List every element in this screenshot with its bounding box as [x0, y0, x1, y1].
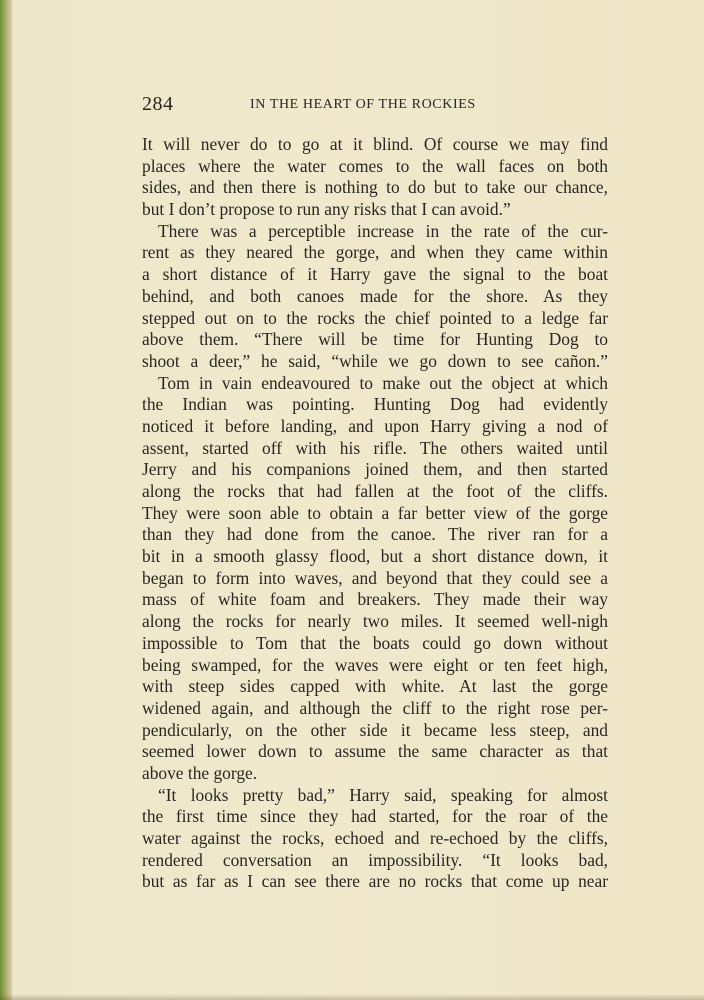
text-line: It will never do to go at it blind. Of course we may find	[142, 134, 608, 154]
text-line: places where the water comes to the wall faces on both	[142, 155, 608, 176]
text-line: noticed it before landing, and upon Harry giving a nod of	[142, 415, 608, 436]
text-line: stepped out on to the rocks the chief pointed to a ledge far	[142, 307, 608, 328]
page-header	[142, 93, 608, 119]
text-line: widened again, and although the cliff to the right rose per-	[142, 697, 608, 718]
text-line: There was a perceptible increase in the rate of the cur-	[158, 220, 608, 241]
text-line: along the rocks that had fallen at the foot of the cliffs.	[142, 481, 608, 501]
text-line: the Indian was pointing. Hunting Dog had evidently	[142, 394, 608, 415]
text-line: began to form into waves, and beyond that they could see a	[142, 567, 608, 588]
text-line: rent as they neared the gorge, and when they came within	[142, 242, 608, 263]
text-line: impossible to Tom that the boats could go down without	[142, 632, 608, 653]
text-line: sides, and then there is nothing to do but to take our chance,	[142, 177, 608, 198]
text-line: being swamped, for the waves were eight or ten feet high,	[142, 654, 608, 675]
text-line: “It looks pretty bad,” Harry said, speaking for almost	[158, 784, 608, 805]
text-line: bit in a smooth glassy flood, but a short distance down, it	[142, 546, 608, 567]
text-line: along the rocks for nearly two miles. It seemed well-nigh	[142, 611, 608, 632]
text-line: pendicularly, on the other side it became less steep, and	[142, 719, 608, 740]
text-line: seemed lower down to assume the same character as that	[142, 741, 608, 762]
page-number: 284	[142, 93, 174, 115]
text-line: water against the rocks, echoed and re-echoed by the cliffs,	[142, 828, 608, 848]
body-text	[142, 134, 608, 893]
text-line: Tom in vain endeavoured to make out the object at which	[158, 372, 608, 393]
text-line: a short distance of it Harry gave the signal to the boat	[142, 264, 608, 285]
page-bottom-edge	[0, 994, 704, 1000]
text-line: with steep sides capped with white. At last the gorge	[142, 676, 608, 697]
text-line: above them. “There will be time for Hunting Dog to	[142, 329, 608, 350]
text-line: above the gorge.	[142, 762, 258, 783]
text-line: shoot a deer,” he said, “while we go down to see cañon.”	[142, 350, 608, 371]
text-line: than they had done from the canoe. The river ran for a	[142, 524, 608, 545]
text-line: Jerry and his companions joined them, and then started	[142, 459, 608, 480]
page-binding-edge	[0, 0, 12, 1000]
text-line: assent, started off with his rifle. The others waited until	[142, 437, 608, 458]
text-line: but as far as I can see there are no rocks that come up near	[142, 871, 608, 892]
text-line: rendered conversation an impossibility. “It looks bad,	[142, 849, 608, 870]
text-line: the first time since they had started, for the roar of the	[142, 806, 608, 827]
text-line: behind, and both canoes made for the shore. As they	[142, 285, 608, 306]
text-line: but I don’t propose to run any risks that I can avoid.”	[142, 199, 511, 220]
text-line: mass of white foam and breakers. They made their way	[142, 589, 608, 610]
text-line: They were soon able to obtain a far better view of the gorge	[142, 502, 608, 523]
running-head: IN THE HEART OF THE ROCKIES	[250, 97, 476, 112]
